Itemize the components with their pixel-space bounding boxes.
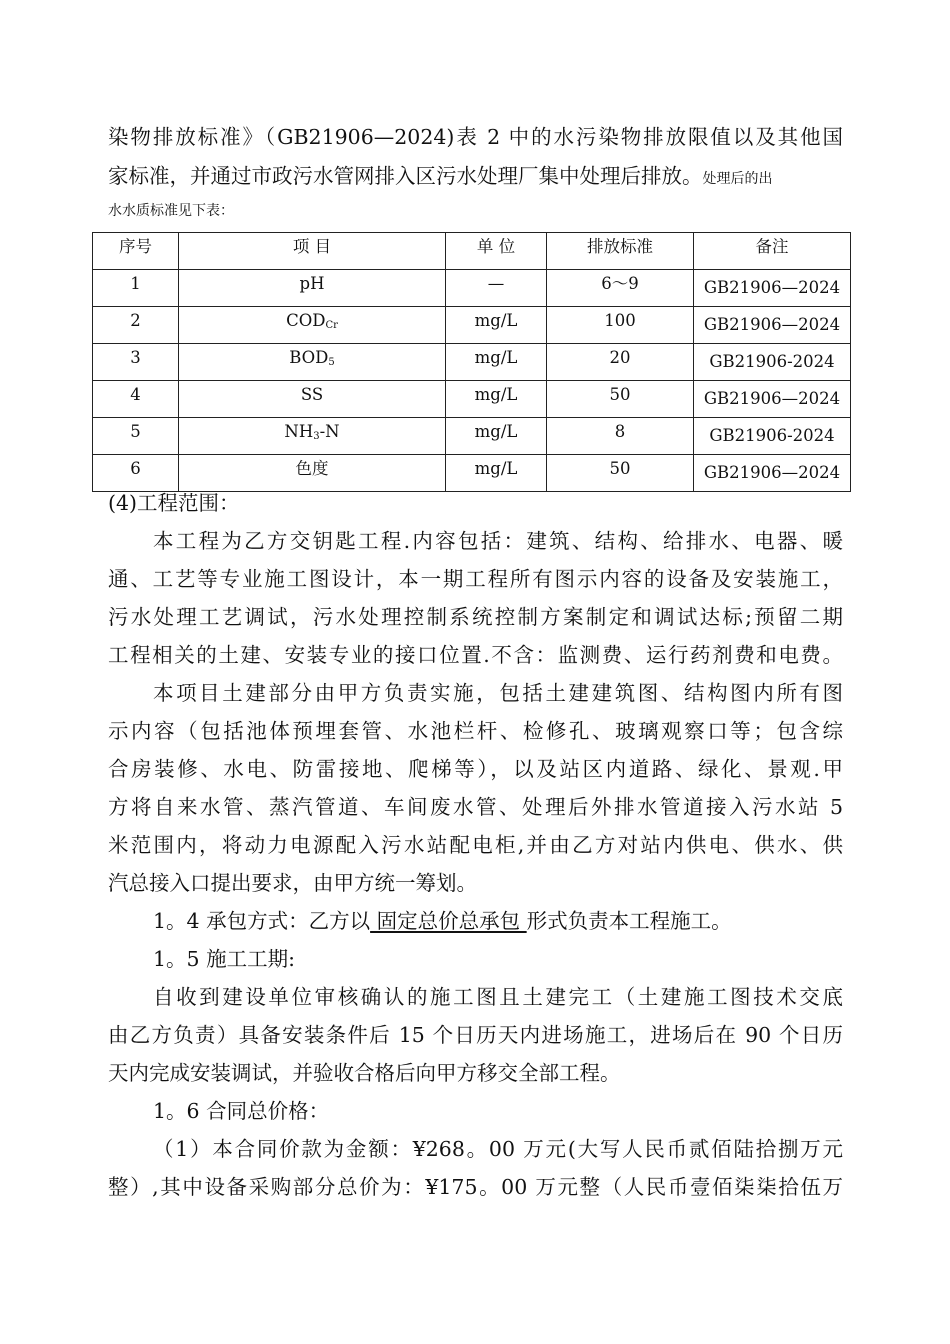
price-heading: 1。6 合同总价格： bbox=[153, 1099, 330, 1123]
cell-item-subscript: Cr bbox=[325, 320, 338, 331]
cell-no: 4 bbox=[93, 381, 179, 418]
period-line-3: 天内完成安装调试，并验收合格后向甲方移交全部工程。 bbox=[108, 1061, 621, 1085]
scope-p1-line-2: 通、工艺等专业施工图设计，本一期工程所有图示内容的设备及安装施工， bbox=[108, 567, 843, 591]
scope-p1-line-4: 工程相关的土建、安装专业的接口位置.不含：监测费、运行药剂费和电费。 bbox=[108, 643, 843, 667]
water-quality-table bbox=[92, 232, 851, 492]
cell-item-subscript: 5 bbox=[328, 357, 335, 368]
header-unit: 单 位 bbox=[446, 233, 547, 270]
contract-mode-prefix: 1。4 承包方式：乙方以 bbox=[153, 909, 371, 933]
cell-no: 2 bbox=[93, 307, 179, 344]
cell-standard: 8 bbox=[547, 418, 694, 455]
cell-item-text: SS bbox=[300, 385, 324, 404]
cell-item-suffix: -N bbox=[319, 422, 340, 441]
cell-unit: mg/L bbox=[446, 344, 547, 381]
cell-item-text: COD bbox=[286, 311, 326, 330]
cell-unit: mg/L bbox=[446, 307, 547, 344]
header-note: 备注 bbox=[694, 233, 851, 270]
cell-no: 1 bbox=[93, 270, 179, 307]
header-item: 项 目 bbox=[179, 233, 446, 270]
table-row bbox=[93, 418, 851, 455]
cell-note: GB21906—2024 bbox=[694, 307, 851, 344]
price-line-2: 整）,其中设备采购部分总价为：¥175。00 万元整（人民币壹佰柒柒拾伍万 bbox=[108, 1175, 843, 1199]
cell-item-text: pH bbox=[299, 274, 325, 293]
cell-item bbox=[179, 381, 446, 418]
cell-item bbox=[179, 307, 446, 344]
cell-unit: — bbox=[446, 270, 547, 307]
scope-p1-line-1: 本工程为乙方交钥匙工程.内容包括：建筑、结构、给排水、电器、暖 bbox=[153, 529, 843, 553]
cell-standard: 6～9 bbox=[547, 270, 694, 307]
table-row bbox=[93, 344, 851, 381]
cell-note: GB21906—2024 bbox=[694, 381, 851, 418]
cell-unit: mg/L bbox=[446, 418, 547, 455]
scope-p1-line-3: 污水处理工艺调试，污水处理控制系统控制方案制定和调试达标;预留二期 bbox=[108, 605, 843, 629]
intro-line-2-small: 处理后的出 bbox=[702, 171, 773, 187]
table-caption: 水水质标准见下表： bbox=[108, 203, 234, 219]
table-row bbox=[93, 270, 851, 307]
contract-mode bbox=[153, 904, 843, 938]
cell-standard: 50 bbox=[547, 455, 694, 492]
scope-p2-line-4: 方将自来水管、蒸汽管道、车间废水管、处理后外排水管道接入污水站 5 bbox=[108, 795, 843, 819]
period-line-1: 自收到建设单位审核确认的施工图且土建完工（土建施工图技术交底 bbox=[153, 985, 843, 1009]
table-row bbox=[93, 381, 851, 418]
cell-no: 3 bbox=[93, 344, 179, 381]
scope-p2-line-6: 汽总接入口提出要求，由甲方统一筹划。 bbox=[108, 871, 477, 895]
period-line-2: 由乙方负责）具备安装条件后 15 个日历天内进场施工，进场后在 90 个日历 bbox=[108, 1023, 843, 1047]
table-row bbox=[93, 307, 851, 344]
contract-mode-value: 固定总价总承包 bbox=[370, 909, 527, 933]
cell-standard: 20 bbox=[547, 344, 694, 381]
cell-no: 6 bbox=[93, 455, 179, 492]
scope-heading: (4)工程范围： bbox=[108, 491, 240, 515]
cell-item-text: NH bbox=[284, 422, 314, 441]
cell-note: GB21906-2024 bbox=[694, 418, 851, 455]
intro-line-2-main: 家标准，并通过市政污水管网排入区污水处理厂集中处理后排放。 bbox=[108, 164, 703, 188]
cell-unit: mg/L bbox=[446, 455, 547, 492]
scope-p2-line-2: 示内容（包括池体预埋套管、水池栏杆、检修孔、玻璃观察口等；包含综 bbox=[108, 719, 843, 743]
cell-no: 5 bbox=[93, 418, 179, 455]
scope-p2-line-1: 本项目土建部分由甲方负责实施，包括土建建筑图、结构图内所有图 bbox=[153, 681, 843, 705]
cell-item bbox=[179, 344, 446, 381]
table-header-row bbox=[93, 233, 851, 270]
cell-note: GB21906—2024 bbox=[694, 270, 851, 307]
cell-standard: 50 bbox=[547, 381, 694, 418]
price-line-1: （1）本合同价款为金额：¥268。00 万元(大写人民币贰佰陆拾捌万元 bbox=[153, 1137, 843, 1161]
cell-item-text: BOD bbox=[289, 348, 329, 367]
cell-note: GB21906-2024 bbox=[694, 344, 851, 381]
cell-item-text: 色度 bbox=[295, 459, 329, 478]
header-no: 序号 bbox=[93, 233, 179, 270]
cell-unit: mg/L bbox=[446, 381, 547, 418]
cell-note: GB21906—2024 bbox=[694, 455, 851, 492]
period-heading: 1。5 施工工期: bbox=[153, 947, 296, 971]
scope-p2-line-3: 合房装修、水电、防雷接地、爬梯等），以及站区内道路、绿化、景观.甲 bbox=[108, 757, 843, 781]
intro-line-2 bbox=[108, 159, 843, 196]
cell-item bbox=[179, 418, 446, 455]
cell-standard: 100 bbox=[547, 307, 694, 344]
intro-line-1: 染物排放标准》（GB21906—2024)表 2 中的水污染物排放限值以及其他国 bbox=[108, 125, 843, 149]
cell-item bbox=[179, 270, 446, 307]
scope-p2-line-5: 米范围内，将动力电源配入污水站配电柜,并由乙方对站内供电、供水、供 bbox=[108, 833, 843, 857]
contract-mode-suffix: 形式负责本工程施工。 bbox=[526, 909, 732, 933]
header-standard: 排放标准 bbox=[547, 233, 694, 270]
cell-item-subscript: 3 bbox=[313, 431, 320, 442]
